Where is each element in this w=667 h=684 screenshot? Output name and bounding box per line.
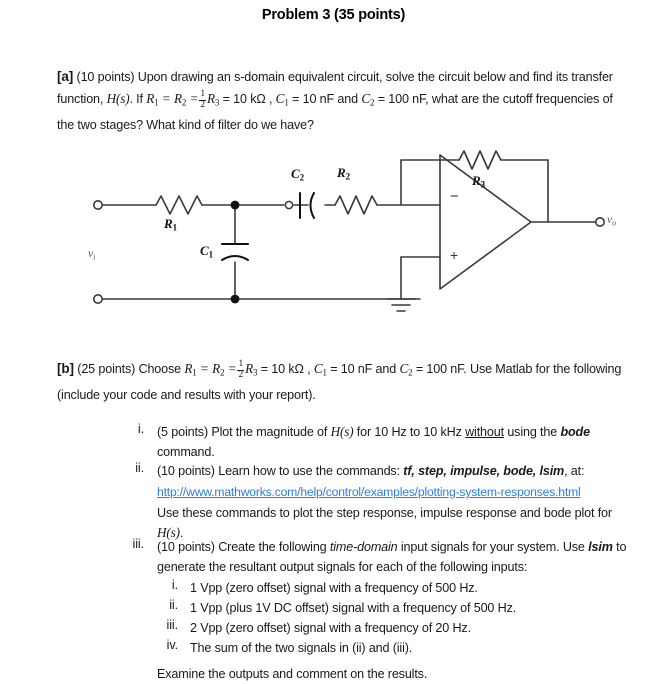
list-marker-ii: ii. xyxy=(135,461,144,475)
part-b-tag: [b] xyxy=(57,361,74,376)
part-b-r1: R1 xyxy=(184,361,197,378)
opamp-noninverting-sign: + xyxy=(450,247,459,263)
list-marker-i: i. xyxy=(137,422,144,436)
item-i-text-b: for 10 Hz to 10 kHz xyxy=(356,425,462,439)
label-c1: $C_1$ xyxy=(200,243,214,260)
part-b-val-r: = 10 kΩ , xyxy=(260,362,311,376)
capacitor-c1-symbol xyxy=(222,244,248,260)
sublist-item-iii: 2 Vpp (zero offset) signal with a frequency of 20 Hz. xyxy=(190,621,471,635)
list-item-i xyxy=(157,422,627,462)
item-ii-text-d: . xyxy=(179,526,184,540)
item-ii-hs: H(s) xyxy=(157,525,180,540)
terminal-input-bottom xyxy=(94,295,102,303)
part-a-text-1: Upon drawing an s-domain equivalent circuit, solve the circuit below and find its transfer function, xyxy=(57,70,613,106)
part-a-val-c2: = 100 nF, xyxy=(377,92,429,106)
item-i-points: (5 points) xyxy=(157,425,208,439)
sublist-item-iv: The sum of the two signals in (ii) and (iii). xyxy=(190,641,413,655)
part-a-c1: C1 xyxy=(275,91,289,108)
sublist-marker-i: i. xyxy=(171,578,178,592)
part-b-r3: R3 xyxy=(245,361,258,378)
item-ii-line-2 xyxy=(157,482,637,502)
part-a-half: $\frac{1}{2}$ xyxy=(200,89,205,110)
part-b-c1: C1 xyxy=(313,361,327,378)
part-a-val-r: = 10 kΩ , xyxy=(222,92,273,106)
part-a-eq-2: = xyxy=(189,91,199,106)
item-i-underlined: without xyxy=(465,425,504,439)
circuit-svg xyxy=(60,140,660,320)
page-title: Problem 3 (35 points) xyxy=(261,7,406,23)
sublist-marker-iv: iv. xyxy=(166,638,178,652)
item-ii-text-a: Learn how to use the commands: xyxy=(218,464,400,478)
part-a-val-c1: = 10 nF and xyxy=(292,92,358,106)
item-ii-text-b: , at: xyxy=(564,464,585,478)
part-a-tag: [a] xyxy=(57,69,74,84)
resistor-r3-symbol xyxy=(459,151,501,169)
part-b-paragraph xyxy=(57,358,632,406)
part-a-paragraph xyxy=(57,66,627,136)
label-r1: $R_1$ xyxy=(164,216,178,233)
terminal-c2-left xyxy=(285,201,292,208)
part-b-c2: C2 xyxy=(399,361,413,378)
opamp-inverting-sign: − xyxy=(450,188,459,205)
list-item-ii xyxy=(157,461,637,543)
resistor-r2-symbol xyxy=(335,196,377,214)
part-a-points: (10 points) xyxy=(76,70,135,84)
item-iii-italic: time-domain xyxy=(329,540,398,554)
part-b-half: $\frac{1}{2}$ xyxy=(238,359,244,380)
item-i-text-c: using the xyxy=(507,425,558,439)
item-iii-text-c: to generate the resultant output signals for each of the following inputs: xyxy=(157,540,627,574)
part-a-hs: H(s) xyxy=(106,91,130,106)
item-ii-line-1 xyxy=(157,461,637,481)
item-ii-points: (10 points) xyxy=(157,464,215,478)
sublist-item-ii: 1 Vpp (plus 1V DC offset) signal with a frequency of 500 Hz. xyxy=(190,601,517,615)
list-item-iii xyxy=(157,537,635,577)
item-i-hs: H(s) xyxy=(330,424,354,439)
item-ii-text-c: Use these commands to plot the step response, impulse response and bode plot for xyxy=(157,506,612,520)
label-vi: $v_i$ xyxy=(88,248,96,262)
part-a-text-3: what are the cutoff frequencies of the two stages? What kind of filter do we have? xyxy=(57,92,613,132)
label-r3: $R_3$ xyxy=(472,173,486,190)
item-i-text-a: Plot the magnitude of xyxy=(211,425,328,439)
circuit-diagram xyxy=(60,140,660,320)
resistor-r1-symbol xyxy=(156,196,202,214)
item-iii-lsim: lsim xyxy=(588,540,613,554)
part-b-points: (25 points) xyxy=(77,362,136,376)
part-b-r2: R2 xyxy=(212,361,225,378)
item-i-bode: bode xyxy=(560,425,590,439)
part-a-c2: C2 xyxy=(361,91,375,108)
part-b-val-c2: = 100 nF. Use Matlab for the following (include your code and results with your report). xyxy=(57,362,622,402)
label-vo: $v_o$ xyxy=(607,214,617,228)
mathworks-link[interactable]: http://www.mathworks.com/help/control/examples/plotting-system-responses.html xyxy=(157,485,581,499)
item-ii-commands: tf, step, impulse, bode, lsim xyxy=(403,464,565,478)
part-a-r3: R3 xyxy=(206,91,220,108)
list-marker-iii: iii. xyxy=(132,537,144,551)
item-i-text-d: command. xyxy=(157,445,215,459)
junction-dot-bottom xyxy=(231,295,240,304)
sublist-item-i: 1 Vpp (zero offset) signal with a frequency of 500 Hz. xyxy=(190,581,478,595)
label-c2: $C_2$ xyxy=(291,166,305,183)
sublist-marker-ii: ii. xyxy=(169,598,178,612)
label-r2: $R_2$ xyxy=(337,165,351,182)
part-b-text-1: Choose xyxy=(138,362,182,376)
part-a-eq-1: = xyxy=(161,91,171,106)
item-iii-points: (10 points) xyxy=(157,540,215,554)
sublist-marker-iii: iii. xyxy=(166,618,178,632)
item-iii-text-b: input signals for your system. Use xyxy=(400,540,585,554)
part-a-text-2: . If xyxy=(129,92,143,106)
terminal-input-top xyxy=(94,201,102,209)
part-b-eq-2: = xyxy=(227,361,237,376)
item-iii-text-a: Create the following xyxy=(218,540,327,554)
opamp-triangle xyxy=(440,155,531,289)
part-b-eq-1: = xyxy=(200,361,209,376)
junction-dot-top xyxy=(231,201,240,210)
part-a-r2: R2 xyxy=(173,91,187,108)
part-b-val-c1: = 10 nF and xyxy=(330,362,397,376)
closing-text: Examine the outputs and comment on the results. xyxy=(157,667,428,681)
part-a-r1: R1 xyxy=(146,91,159,108)
terminal-output xyxy=(596,218,604,226)
